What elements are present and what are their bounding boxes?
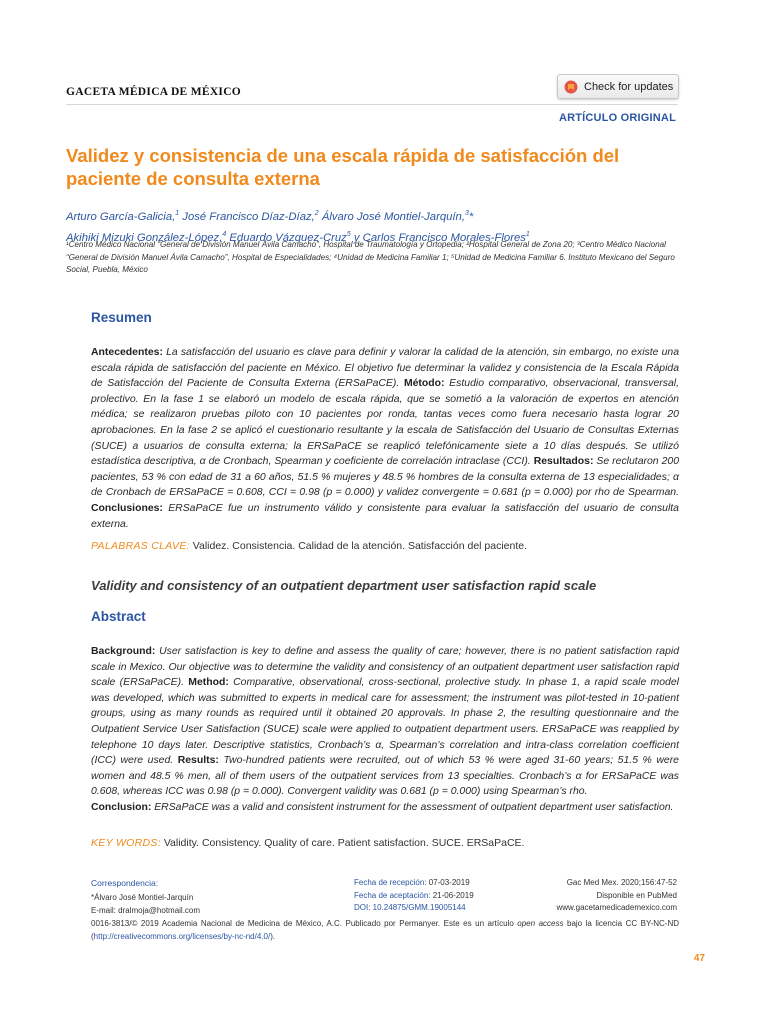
author: José Francisco Díaz-Díaz,$^2$ — [182, 210, 319, 223]
correspondence — [91, 892, 200, 917]
article-title: Validez y consistencia de una escala rápida de satisfacción del paciente de consulta externa — [66, 145, 620, 189]
check-for-updates-label: Check for updates — [584, 80, 674, 93]
pubmed-note: Disponible en PubMed — [596, 890, 677, 900]
page-number: 47 — [693, 953, 705, 964]
author: Álvaro José Montiel-Jarquín,$^3$* — [321, 210, 474, 223]
citation-info — [557, 877, 678, 915]
license-link[interactable]: http://creativecommons.org/licenses/by-nc-nd/4.0/ — [93, 931, 271, 941]
citation: Gac Med Mex. 2020;156:47-52 — [566, 878, 677, 887]
doi-link[interactable]: DOI: 10.24875/GMM.19005144 — [354, 903, 466, 913]
journal-name: GACETA MÉDICA DE MÉXICO — [66, 86, 242, 98]
palabras-clave — [91, 540, 527, 552]
affiliations: ¹Centro Médico Nacional “General de División Manuel Ávila Camacho”, Hospital de Traumatología y Ortopedia; ²Hospital General de Zona 20; ³Centro Médico Nacional “General de División Manuel Ávila Camacho”, Hospital de Especialidades; ⁴Unidad de Medicina Familiar 1; ⁵Unidad de Medicina Familiar 6. Instituto Mexicano del Seguro Social, Puebla, México — [66, 240, 675, 274]
website-link[interactable]: www.gacetamedicademexico.com — [556, 903, 677, 913]
accepted-date: Fecha de aceptación: 21-06-2019 — [354, 890, 474, 900]
palabras-clave-text: Validez. Consistencia. Calidad de la atención. Satisfacción del paciente. — [189, 540, 528, 552]
received-date: Fecha de recepción: 07-03-2019 — [354, 878, 470, 887]
author: Carlos Francisco Morales-Flores$^1$ — [362, 230, 530, 244]
article-dates — [354, 877, 474, 915]
english-title: Validity and consistency of an outpatient department user satisfaction rapid scale — [91, 578, 597, 593]
key-words — [91, 837, 524, 849]
crossmark-icon — [564, 80, 578, 94]
license-text: 0016-3813/© 2019 Academia Nacional de Medicina de México, A.C. Publicado por Permanyer. Este es un artículo open access bajo la licencia CC BY-NC-ND (http://creativecommons.org/licenses/by-nc-nd/4.0/). — [91, 919, 680, 941]
abstract-body: Background: User satisfaction is key to define and assess the quality of care; however, there is no patient satisfaction rapid scale in Mexico. Our objective was to determine the validity and consistency of an outpatient department user satisfaction rapid scale (ERSaPaCE). Method: Comparative, observational, cross-sectional, prolective study. In phase 1, a rapid scale model was developed, which was submitted to experts in medical care for assessment; the instrument was pilot-tested in 10-patient groups, using as many rounds as required until it obtained 20 approvals. In phase 2, the resulting questionnaire and the Outpatient Service User Satisfaction (SUCE) scale were applied to outpatient department users. ERSaPaCE was reapplied by telephone 10 days later. Descriptive statistics, Cronbach’s α, Spearman’s correlation and intra-class correlation coefficient (ICC) were used. Results: Two-hundred patients were recruited, out of which 53 % were aged 31-60 years; 51.5 % were women and 48.5 % men, all of them users of the outpatient services from 13 specialties. Cronbach’s α for ERSaPaCE was 0.608, whereas ICC was 0.98 (p = 0.000). Convergent validity was 0.681 (p = 0.000) using Spearman’s rho. Conclusion: ERSaPaCE was a valid and consistent instrument for the assessment of outpatient department user satisfaction. — [91, 646, 679, 813]
correspondence-heading: Correspondencia: — [91, 878, 159, 888]
author: Akihiki Mizuki González-López,$^4$ — [66, 230, 227, 244]
correspondence-email[interactable]: E-mail: dralmoja@hotmail.com — [91, 905, 201, 915]
article-type: ARTÍCULO ORIGINAL — [558, 112, 676, 124]
key-words-label: KEY WORDS: — [91, 837, 161, 849]
palabras-clave-label: PALABRAS CLAVE: — [91, 540, 190, 552]
author: Eduardo Vázquez-Cruz$^5$ y — [229, 230, 363, 244]
header-divider — [66, 104, 678, 105]
author: Arturo García-Galicia,$^1$ — [66, 210, 180, 223]
abstract-heading: Abstract — [91, 609, 146, 624]
check-for-updates-button[interactable] — [557, 74, 679, 99]
correspondence-name: *Álvaro José Montiel-Jarquín — [91, 893, 194, 902]
resumen-body: Antecedentes: La satisfacción del usuario es clave para definir y valorar la calidad de la atención, sin embargo, no existe una escala rápida de satisfacción del paciente en México. El objetivo fue determinar la validez y consistencia de la Escala Rápida de Satisfacción del Paciente de Consulta Externa (ERSaPaCE). Método: Estudio comparativo, observacional, transversal, prolectivo. En la fase 1 se elaboró un modelo de escala rápida, que se sometió a la valoración de expertos en atención médica; se realizaron pruebas piloto con 10 pacientes por ronda, tantas veces como fuera necesario hasta lograr 20 aprobaciones. En la fase 2 se aplicó el cuestionario resultante y la escala de Satisfacción del Usuario de Consultas Externas (SUCE) a usuarios de consulta externa; la ERSaPaCE se reaplicó telefónicamente siete a 10 días después. Se utilizó estadística descriptiva, α de Cronbach, Spearman y coeficiente de correlación intraclase (CCI). Resultados: Se reclutaron 200 pacientes, 53 % con edad de 31 a 60 años, 51.5 % mujeres y 48.5 % hombres de la consulta externa de 13 especialidades; α de Cronbach de ERSaPaCE = 0.608, CCI = 0.98 (p = 0.000) y validez convergente = 0.681 (p = 0.000) por rho de Spearman. Conclusiones: ERSaPaCE fue un instrumento válido y consistente para evaluar la satisfacción del usuario de consulta externa. — [91, 347, 679, 530]
key-words-text: Validity. Consistency. Quality of care. Patient satisfaction. SUCE. ERSaPaCE. — [160, 837, 525, 849]
resumen-heading: Resumen — [91, 310, 152, 325]
